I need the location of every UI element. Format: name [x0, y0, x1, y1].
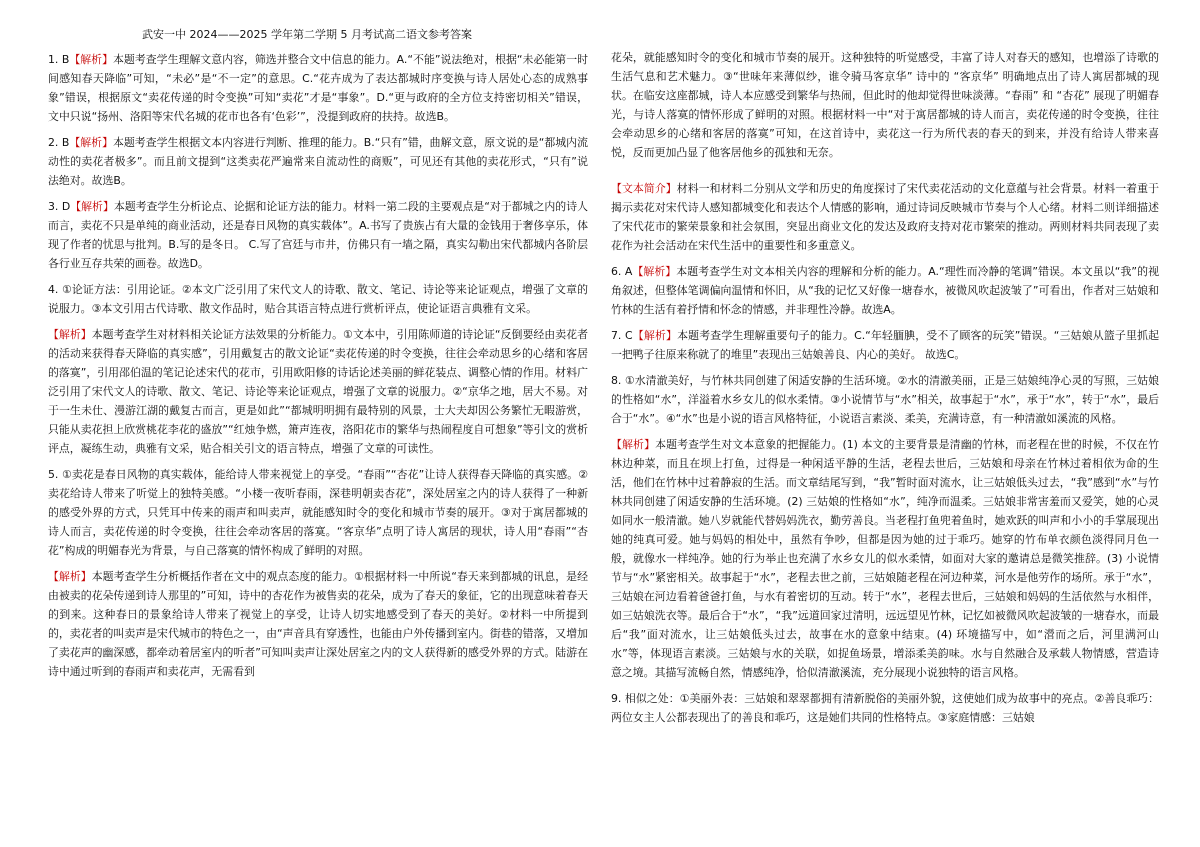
answer-text: 本题考查学生理解重要句子的能力。C.“年轻腼腆，受不了顾客的玩笑”错误。“三姑娘从篮子里抓起一把鸭子往原来称就了的堆里”表现出三姑娘善良、内心的美好。 故选C。: [611, 329, 1159, 361]
answer-paragraph: [611, 48, 1159, 162]
answer-number: 6. A: [611, 265, 633, 278]
answer-paragraph: [611, 179, 1159, 255]
answer-text: 4. ①论证方法：引用论证。②本文广泛引用了宋代文人的诗歌、散文、笔记、诗论等来论证观点，增强了文章的说服力。③本文引用古代诗歌、散文作品时，贴合其语言特点进行赏析评点，使论证语言典雅有文采。: [48, 283, 588, 315]
answer-text: 本题考查学生对文本相关内容的理解和分析的能力。A.“理性而冷静的笔调”错误。本文虽以“我”的视角叙述，但整体笔调偏向温情和怀旧，从“我的记忆又好像一塘春水，被微风吹起波皱了”可看出，作者对三姑娘和竹林的生活有着抒情和怀念的情感，并非理性冷静。故选A。: [611, 265, 1159, 316]
answer-paragraph: [611, 435, 1159, 682]
section-gap: [611, 169, 1159, 179]
answer-text: 花朵，就能感知时令的变化和城市节奏的展开。这种独特的听觉感受，丰富了诗人对春天的感知，也增添了诗歌的生活气息和艺术魅力。③“世味年来薄似纱，谁令骑马客京华” 诗中的 “客京华” 明确地点出了诗人寓居都城的现状。在临安这座都城，诗人本应感受到繁华与热闹，但此时的他却觉得世味淡薄。“春雨” 和 “杏花” 展现了明媚春光，与诗人落寞的情怀形成了鲜明的对照。根据材料一中“对于寓居都城的诗人而言，卖花传递的时令变换，往往会牵动思乡的心绪和客居的落寞”可知，在这首诗中，卖花这一行为所代表的春天的到来，并没有给诗人带来喜悦，反而更加凸显了他客居他乡的孤独和无奈。: [611, 51, 1159, 159]
answer-text: 本题考查学生对文本意象的把握能力。(1) 本文的主要背景是清幽的竹林，而老程在世的时候，不仅在竹林边种菜，而且在坝上打鱼，过得是一种闲适平静的生活，老程去世后，三姑娘和母亲在竹林过着相依为命的生活，他们在竹林中过着静寂的生活。而文章结尾写到，“我”暂时面对流水，让三姑娘低头过去，“我”感到“水”与竹林共同创建了闲适安静的生活环境。(2) 三姑娘的性格如“水”，纯净而温柔。三姑娘非常害羞而又爱笑，她的心灵如同水一般清澈。她八岁就能代替妈妈洗衣，勤劳善良。当老程打鱼兜着鱼时，她欢跃的叫声和小小的手掌展现出她的纯真可爱。她与妈妈的相处中，虽然有争吵，但都是因为她的过于乖巧。她穿的竹布单衣颜色淡得同月色一般，就像水一样纯净。她的行为举止也充满了水乡女儿的似水柔情，如面对大家的邀请总是微笑推辞。(3) 小说情节与“水”紧密相关。故事起于“水”，老程去世之前，三姑娘随老程在河边种菜，河水是他劳作的场所。承于“水”，三姑娘在河边看着爸爸打鱼，与水有着密切的互动。转于“水”，老程去世后，三姑娘和妈妈的生活依然与水相伴，如三姑娘洗衣等。最后合于“水”，“我”远道回家过清明，远远望见竹林，记忆如被微风吹起波皱的一塘春水，而最后“我”面对流水，让三姑娘低头过去，故事在水的意象中结束。(4) 环境描写中，如“瀯而之后，河里满河山水”等，体现语言素淡。三姑娘与水的关联，如捉鱼场景，增添柔美韵味。水与自然融合及承载人物情感，营造诗意之境。其描写流畅自然，情感纯净，恰似清澈溪流，充分展现小说独特的语言风格。: [611, 438, 1159, 679]
analysis-tag: 【解析】: [611, 438, 656, 451]
right-paragraphs: [611, 48, 1159, 727]
answer-text: 5. ①卖花是春日风物的真实载体，能给诗人带来视觉上的享受。“春雨”“杏花”让诗人获得春天降临的真实感。②卖花给诗人带来了听觉上的独特美感。“小楼一夜听春雨，深巷明朝卖杏花”，深处居室之内的诗人获得了一种新的感受外界的方式，只凭耳中传来的雨声和叫卖声，就能感知时令的变化和城市节奏的展开。③对于寓居都城的诗人而言，卖花传递的时令变换，往往会牵动客居的落寞。“客京华”点明了诗人寓居的现状，诗人用“春雨”“杏花”构成的明媚春光为背景，与自己落寞的情怀构成了鲜明的对照。: [48, 468, 588, 557]
answer-paragraph: [611, 371, 1159, 428]
answer-paragraph: [48, 197, 588, 273]
answer-paragraph: [611, 326, 1159, 364]
answer-number: 2. B: [48, 136, 70, 149]
answer-paragraph: [48, 325, 588, 458]
answer-text: 本题考查学生根据文本内容进行判断、推理的能力。B.“只有”错，曲解文意，原文说的是“都城内流动性的卖花者极多”。而且前文提到“这类卖花严遍常来自流动性的商贩”，可见还有其他的卖花形式，“只有”说法绝对。故选B。: [48, 136, 588, 187]
answer-number: 1. B: [48, 53, 70, 66]
analysis-tag: 【解析】: [632, 329, 678, 342]
analysis-tag: 【文本简介】: [611, 182, 677, 195]
page-title: 武安一中 2024——2025 学年第二学期 5 月考试高二语文参考答案: [142, 28, 472, 41]
answer-paragraph: [48, 50, 588, 126]
answer-paragraph: [48, 567, 588, 681]
answer-text: 材料一和材料二分别从文学和历史的角度探讨了宋代卖花活动的文化意蕴与社会背景。材料一着重于揭示卖花对宋代诗人感知都城变化和表达个人情感的影响，通过诗词反映城市节奏与个人心绪。材料二则详细描述了宋代花市的繁荣景象和社会氛围，突显出商业文化的发达及政府支持对花市繁荣的推动。两则材料共同表现了卖花作为社会活动在宋代生活中的重要性和多重意义。: [611, 182, 1159, 252]
analysis-tag: 【解析】: [48, 328, 92, 341]
answer-text: 9. 相似之处：①美丽外表：三姑娘和翠翠都拥有清新脱俗的美丽外貌，这使她们成为故事中的亮点。②善良乖巧：两位女主人公都表现出了的善良和乖巧，这是她们共同的性格特点。③家庭情感：三姑娘: [611, 692, 1159, 724]
answer-paragraph: [611, 689, 1159, 727]
answer-paragraph: [48, 465, 588, 560]
answer-number: 7. C: [611, 329, 633, 342]
analysis-tag: 【解析】: [48, 570, 92, 583]
analysis-tag: 【解析】: [632, 265, 677, 278]
right-column: [611, 48, 1159, 734]
answer-text: 本题考查学生分析概括作者在文中的观点态度的能力。①根据材料一中所说“春天来到都城的讯息，是经由被卖的花朵传递到诗人那里的”可知，诗中的杏花作为被售卖的花朵，成为了春天的象征，它的出现意味着春天的到来。这种春日的景象给诗人带来了视觉上的享受，让诗人切实地感受到了春天的美好。②材料一中所提到的，卖花者的叫卖声是宋代城市的特色之一，由“声音具有穿透性，也能由户外传播到室内。街巷的错落，又增加了卖花声的幽深感，都牵动着居室内的听者”可知叫卖声让深处居室之内的文人获得新的感受外界的方式。陆游在诗中通过听到的春雨声和卖花声，无需看到: [48, 570, 588, 678]
answer-paragraph: [611, 262, 1159, 319]
answer-number: 3. D: [48, 200, 71, 213]
answer-text: 本题考查学生理解文意内容，筛选并整合文中信息的能力。A.“不能”说法绝对，根据“未必能第一时间感知春天降临”可知，“未必”是“不一定”的意思。C.“花卉成为了表达都城时序变换与诗人居处心态的成熟事象”错误，根据原文“卖花传递的时令变换”可知“卖花”才是“事象”。D.“更与政府的全方位支持密切相关”错误，文中只说“扬州、洛阳等宋代名城的花市也各有‘色彩’”，没提到政府的扶持。故选B。: [48, 53, 588, 123]
answer-paragraph: [48, 280, 588, 318]
answer-paragraph: [48, 133, 588, 190]
answer-text: 本题考查学生对材料相关论证方法效果的分析能力。①文本中，引用陈师道的诗论证“反倒要经由卖花者的活动来获得春天降临的真实感”，引用戴复古的散文论证“卖花传递的时令变换，往往会牵动思乡的心绪和客居的落寞”，引用邵伯温的笔记论述宋代的花市，引用欧阳修的诗话论述美丽的鲜花装点、调整心情的作用。材料广泛引用了宋代文人的诗歌、散文、笔记、诗论等来论证观点，增强了文章的说服力。②“京华之地，居大不易。对于一生未仕、漫游江湖的戴复古而言，更是如此”“都城明明拥有最特别的风景，士大夫却因公务繁忙无暇游赏，只能从卖花担上欣赏桃花李花的盛放”“红烛争燃，箫声连夜，洛阳花市的繁华与热闹程度自可想象”等引文的赏析评点，凝练生动，典雅有文采，贴合相关引文的语言特点，增强了文章的可读性。: [48, 328, 588, 455]
answer-text: 本题考查学生分析论点、论据和论证方法的能力。材料一第二段的主要观点是“对于都城之内的诗人而言，卖花不只是单纯的商业活动，还是春日风物的真实载体”。A.书写了贵族占有大量的金钱用于奢侈享乐，体现了作者的忧思与批判。B.写的是冬日。 C.写了宫廷与市井，仿佛只有一墙之隔，真实勾勒出宋代都城内各阶层各行业互存共荣的画卷。故选D。: [48, 200, 588, 270]
left-paragraphs: [48, 50, 588, 681]
answer-text: 8. ①水清澈美好，与竹林共同创建了闲适安静的生活环境。②水的清澈美丽，正是三姑娘纯净心灵的写照，三姑娘的性格如“水”，洋溢着水乡女儿的似水柔情。③小说情节与“水”相关，故事起于“水”，承于“水”，转于“水”，最后合于“水”。④“水”也是小说的语言风格特征，小说语言素淡、柔美，充满诗意，有一种清澈如溪流的风格。: [611, 374, 1159, 425]
analysis-tag: 【解析】: [69, 53, 114, 66]
left-column: [48, 26, 588, 688]
analysis-tag: 【解析】: [70, 200, 114, 213]
analysis-tag: 【解析】: [69, 136, 113, 149]
